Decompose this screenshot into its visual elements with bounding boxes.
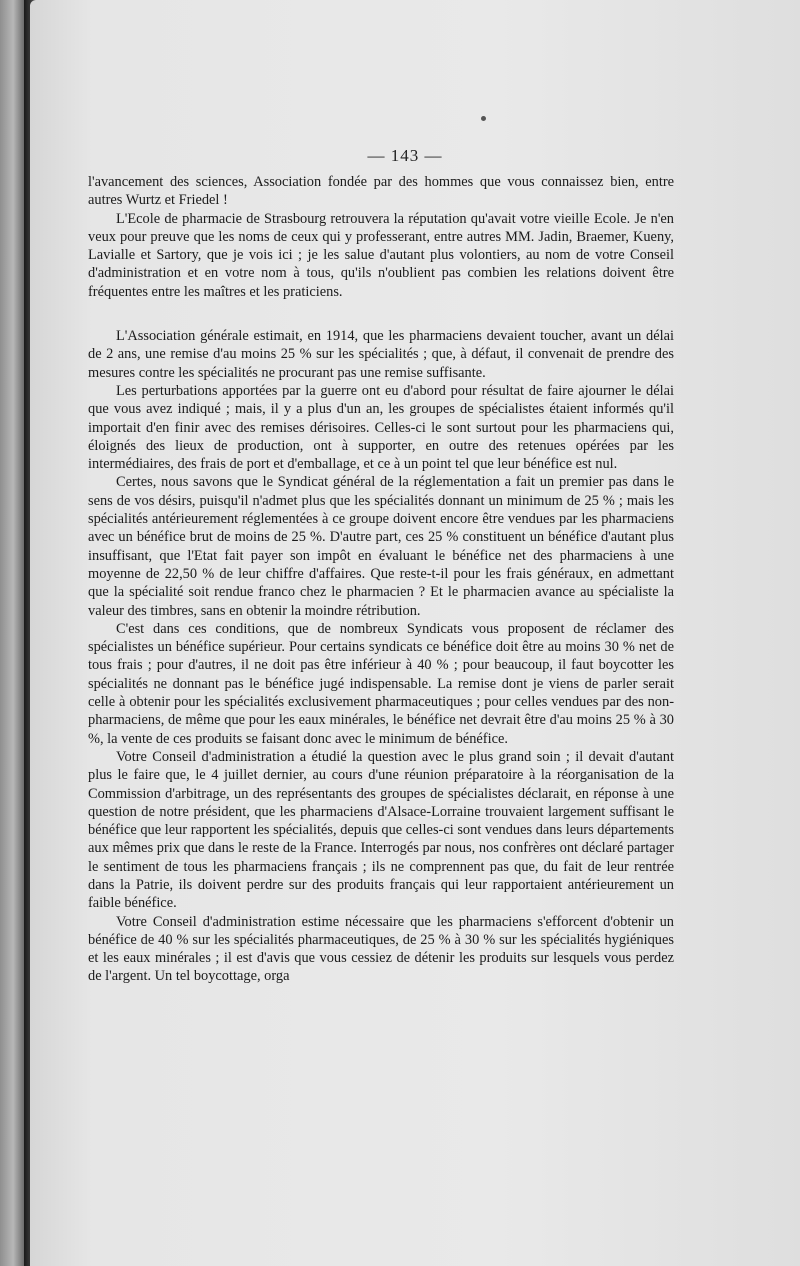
paragraph: Certes, nous savons que le Syndicat général de la réglementation a fait un premier pas dans le sens de vos désirs, puisqu'il n'admet plus que les spécialités donnant un minimum de 25 % ; mais les spécialités antérieurement réglementées à ce groupe doivent encore être vendues par les pharmaciens avec un bénéfice brut de moins de 25 %. D'autre part, ces 25 % constituent un bénéfice d'autant plus insuffisant, que l'Etat fait payer son impôt en évaluant le bénéfice net des pharmaciens à une moyenne de 22,50 % de leur chiffre d'affaires. Que reste-t-il pour les frais généraux, en admettant que la spécialité soit rendue franco chez le pharmacien ? Et le pharmacien avance au spécialiste la valeur des timbres, sans en obtenir la moindre rétribution. — [88, 474, 674, 619]
paragraph: Les perturbations apportées par la guerre ont eu d'abord pour résultat de faire ajourner le délai que vous avez indiqué ; mais, il y a plus d'un an, les groupes de spécialistes étaient informés qu'il importait d'en finir avec des remises dérisoires. Celles-ci le sont surtout pour les pharmaciens qui, éloignés des lieux de production, ont à supporter, en outre des retenues opérées par les intermédiaires, des frais de port et d'emballage, et ce à un point tel que leur bénéfice est nul. — [88, 382, 674, 473]
ink-speck — [481, 116, 486, 121]
paragraph: L'Ecole de pharmacie de Strasbourg retrouvera la réputation qu'avait votre vieille Ecole. Je n'en veux pour preuve que les noms de ceux qui y professerant, entre autres MM. Jadin, Braemer, Kueny, Lavialle et Sartory, que je vois ici ; je les salue d'autant plus volontiers, au nom de votre Conseil d'administration et en votre nom à tous, qu'ils n'oublient pas combien les relations doivent être fréquentes entre les maîtres et les praticiens. — [88, 210, 674, 300]
paragraph: Votre Conseil d'administration a étudié la question avec le plus grand soin ; il devait d'autant plus le faire que, le 4 juillet dernier, au cours d'une réunion préparatoire à la réorganisation de la Commission d'arbitrage, un des représentants des groupes de spécialistes déclarait, en réponse à une question de notre président, que les pharmaciens d'Alsace-Lorraine trouvaient largement suffisant le bénéfice que leur rapportent les spécialités, depuis que celles-ci sont vendues dans leurs départements aux mêmes prix que dans le reste de la France. Interrogés par nous, nos confrères ont déclaré partager le sentiment de tous les pharmaciens français ; ils ne comprennent pas que, du fait de leur rentrée dans la Patrie, ils doivent perdre sur des produits français qui leur rapportaient antérieurement un faible bénéfice. — [88, 748, 674, 912]
page-sheet — [30, 0, 800, 1266]
paragraph: L'Association générale estimait, en 1914, que les pharmaciens devaient toucher, avant un délai de 2 ans, une remise d'au moins 25 % sur les spécialités ; que, à défaut, il convenait de prendre des mesures contre les spécialités ne procurant pas une remise suffisante. — [88, 328, 674, 381]
paragraph: Votre Conseil d'administration estime nécessaire que les pharmaciens s'efforcent d'obtenir un bénéfice de 40 % sur les spécialités pharmaceutiques, de 25 % à 30 % sur les spécialités hygiéniques et les eaux minérales ; il est d'avis que vous cessiez de détenir les produits sur lesquels vous perdez de l'argent. Un tel boycottage, orga — [88, 913, 674, 985]
paragraph: l'avancement des sciences, Association fondée par des hommes que vous connaissez bien, entre autres Wurtz et Friedel ! — [88, 174, 674, 209]
paragraph: C'est dans ces conditions, que de nombreux Syndicats vous proposent de réclamer des spécialistes un bénéfice supérieur. Pour certains syndicats ce bénéfice doit être au moins 30 % net de tous frais ; pour d'autres, il ne doit pas être inférieur à 40 % ; pour beaucoup, il faut boycotter les spécialités ne donnant pas le bénéfice jugé indispensable. La remise dont je viens de parler serait celle à obtenir pour les spécialités exclusivement pharmaceutiques ; pour celles vendues par des non-pharmaciens, de même que pour les eaux minérales, le bénéfice net devrait être d'au moins 25 % à 30 %, la vente de ces produits se faisant donc avec le minimum de bénéfice. — [88, 620, 674, 747]
page-body — [88, 173, 674, 986]
paragraph-gap — [88, 301, 674, 327]
page-number: — 143 — — [367, 146, 443, 165]
previous-page-edge — [0, 0, 24, 1266]
